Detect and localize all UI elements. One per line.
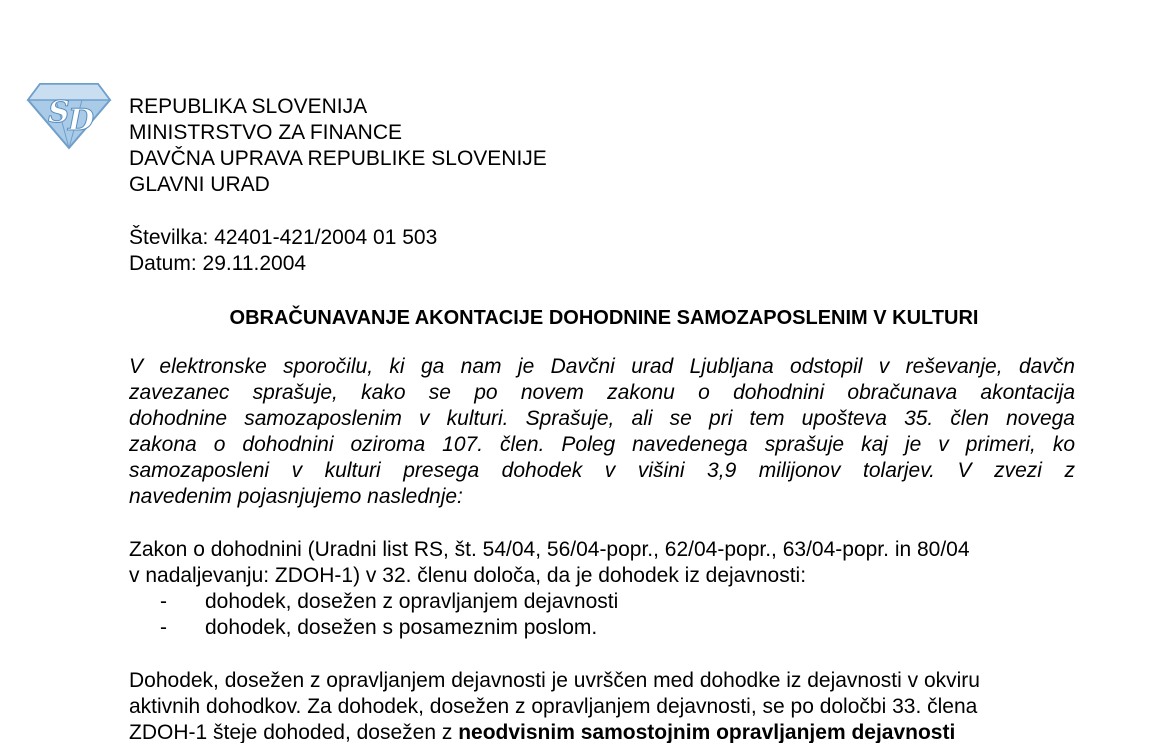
- document-title: OBRAČUNAVANJE AKONTACIJE DOHODNINE SAMOZAPOSLENIM V KULTURI: [229, 307, 979, 329]
- intro-line: zavezanec sprašuje, kako se po novem zakonu o dohodnini obračunava akontacija: [129, 381, 1075, 404]
- issuer-header: [129, 94, 547, 198]
- activity-income-paragraph: [129, 668, 1075, 743]
- paragraph-line: Dohodek, dosežen z opravljanjem dejavnosti je uvrščen med dohodke iz dejavnosti v okviru: [129, 669, 980, 692]
- header-line-ministry: MINISTRSTVO ZA FINANCE: [129, 121, 403, 144]
- paragraph-line-start: ZDOH-1 šteje dohoded, dosežen z: [129, 721, 459, 743]
- intro-line: zakona o dohodnini oziroma 107. člen. Poleg navedenega sprašuje kaj je v primeri, ko: [129, 433, 1075, 456]
- list-dash: -: [160, 590, 167, 613]
- intro-line: samozaposleni v kulturi presega dohodek v višini 3,9 milijonov tolarjev. V zvezi z: [129, 459, 1075, 482]
- document-meta: [129, 225, 437, 277]
- header-line-main-office: GLAVNI URAD: [129, 173, 270, 196]
- intro-paragraph: [129, 354, 1075, 510]
- intro-line: dohodnine samozaposlenim v kulturi. Sprašuje, ali se pri tem upošteva 35. člen novega: [129, 407, 1075, 430]
- list-item-text: dohodek, dosežen s posameznim poslom.: [205, 616, 598, 639]
- list-dash: -: [160, 616, 167, 639]
- header-line-republic: REPUBLIKA SLOVENIJA: [129, 95, 368, 118]
- intro-line: navedenim pojasnjujemo naslednje:: [129, 485, 463, 508]
- intro-line: V elektronske sporočilu, ki ga nam je Davčni urad Ljubljana odstopil v reševanje, davčn: [129, 355, 1075, 378]
- document-date: Datum: 29.11.2004: [129, 252, 307, 275]
- law-paragraph: [129, 537, 1075, 589]
- logo-letter-d: D: [68, 103, 95, 138]
- document-number: Številka: 42401-421/2004 01 503: [129, 226, 438, 249]
- list-item-text: dohodek, dosežen z opravljanjem dejavnosti: [205, 590, 619, 613]
- law-line: v nadaljevanju: ZDOH-1) v 32. členu določa, da je dohodek iz dejavnosti:: [129, 564, 807, 587]
- header-line-tax-admin: DAVČNA UPRAVA REPUBLIKE SLOVENIJE: [129, 147, 547, 170]
- paragraph-line: [129, 720, 1075, 743]
- paragraph-line: aktivnih dohodkov. Za dohodek, dosežen z opravljanjem dejavnosti, se po določbi 33. člena: [129, 695, 978, 718]
- durs-logo-icon: [26, 78, 112, 150]
- law-line: Zakon o dohodnini (Uradni list RS, št. 54/04, 56/04-popr., 62/04-popr., 63/04-popr. in 80/04: [129, 538, 970, 561]
- logo-diamond-icon: [26, 78, 112, 150]
- logo-letter-s: S: [48, 95, 70, 130]
- paragraph-bold-phrase: neodvisnim samostojnim opravljanjem dejavnosti: [458, 721, 956, 743]
